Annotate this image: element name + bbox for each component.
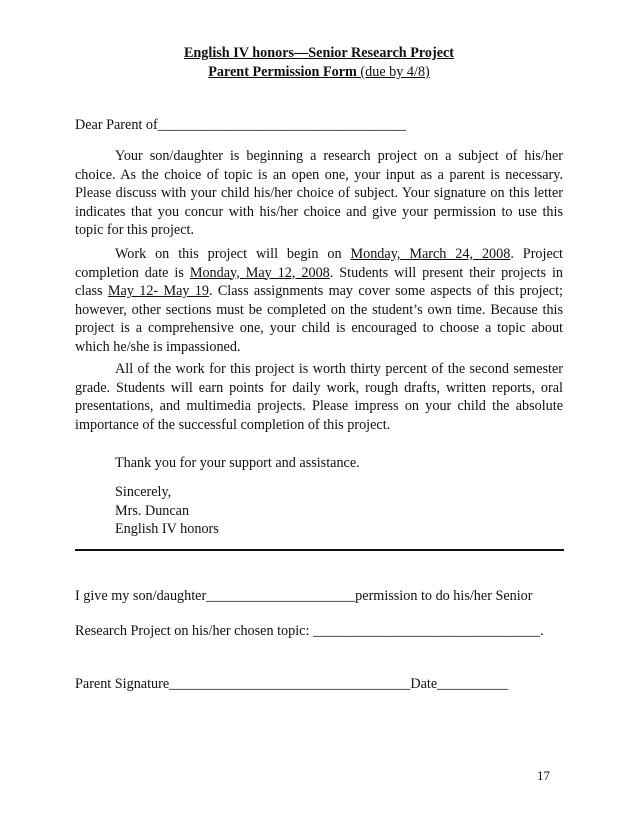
salutation: Dear Parent of___________________________________ (75, 117, 407, 133)
title-line-2: Parent Permission Form (208, 64, 357, 80)
paragraph-intro: Your son/daughter is beginning a research project on a subject of his/her choice. As the choice of topic is an open one, your input as a parent is necessary. Please discuss with your child his/her choice of subject. Your signature on this letter indicates that you concur with his/her choice and give your permission to use this topic for this project. (75, 148, 563, 239)
presentation-dates: May 12- May 19 (107, 283, 209, 300)
title-line-1: English IV honors—Senior Research Project (183, 45, 455, 61)
closing-course: English IV honors (115, 521, 219, 538)
signature-line: Parent Signature__________________________________Date__________ (75, 676, 509, 692)
page-number: 17 (537, 768, 550, 783)
document-title (0, 45, 638, 62)
schedule-text-4: . Class assignments may cover some aspects of this project; however, other sections must be completed on the student’s own time. Because this project is a comprehensive one, your child is encouraged to choose a topic about which he/she is impassioned. (75, 283, 563, 355)
form-title (0, 64, 638, 81)
schedule-text-2: . Project completion date is (75, 246, 563, 281)
thanks-line: Thank you for your support and assistance. (115, 455, 360, 471)
schedule-text-3: . Students will present their projects in class (75, 264, 563, 300)
permission-line: I give my son/daughter_____________________permission to do his/her Senior (75, 588, 533, 604)
closing-block (115, 483, 219, 539)
topic-line: Research Project on his/her chosen topic: ________________________________. (75, 623, 544, 639)
paragraph-grading: All of the work for this project is worth thirty percent of the second semester grade. Students will earn points for daily work, rough drafts, written reports, oral presentations, and multimedia projects. Please impress on your child the absolute importance of the successful completion of this project. (75, 361, 563, 433)
completion-date: Monday, May 12, 2008 (189, 264, 330, 281)
schedule-text-1: Work on this project will begin on (115, 246, 351, 262)
closing-sincerely: Sincerely, (115, 484, 172, 500)
tear-off-divider (75, 549, 564, 551)
start-date: Monday, March 24, 2008 (350, 246, 511, 262)
due-date-note: (due by 4/8) (356, 64, 430, 80)
paragraph-schedule (75, 245, 563, 357)
closing-signer-name: Mrs. Duncan (115, 502, 190, 519)
